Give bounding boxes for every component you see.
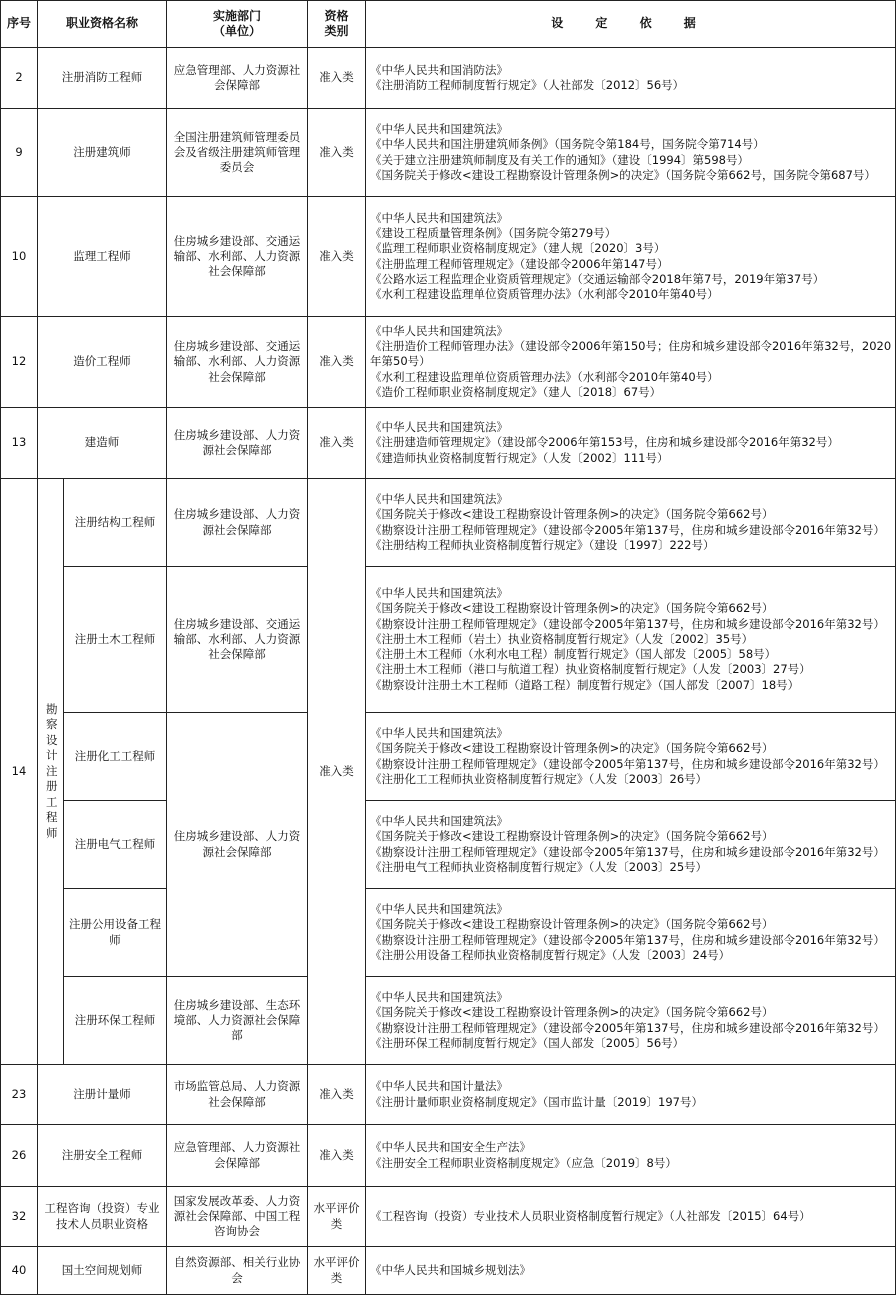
row-basis: 《中华人民共和国建筑法》 《建设工程质量管理条例》（国务院令第279号） 《监理工程师职业资格制度规定》（建人规〔2020〕3号） 《注册监理工程师管理规定》（建设部令2006年第147号） 《公路水运工程监理企业资质管理规定》（交通运输部令2018年第7号，2019年第37号） 《水利工程建设监理单位资质管理办法》（水利部令2010年第40号） [366, 197, 896, 317]
row-seq: 10 [1, 197, 38, 317]
row-type: 准入类 [308, 1065, 366, 1125]
row-basis: 《中华人民共和国计量法》 《注册计量师职业资格制度规定》（国市监计量〔2019〕197号） [366, 1065, 896, 1125]
table-row [1, 197, 896, 317]
row-basis: 《中华人民共和国建筑法》 《国务院关于修改<建设工程勘察设计管理条例>的决定》（国务院令第662号） 《勘察设计注册工程师管理规定》（建设部令2005年第137号，住房和城乡建设部令2016年第32号） 《注册化工工程师执业资格制度暂行规定》（人发〔2003〕26号） [366, 713, 896, 801]
row-name: 工程咨询（投资）专业技术人员职业资格 [38, 1187, 167, 1247]
row-name: 注册计量师 [38, 1065, 167, 1125]
row-name: 造价工程师 [38, 317, 167, 408]
row-basis: 《中华人民共和国建筑法》 《国务院关于修改<建设工程勘察设计管理条例>的决定》（国务院令第662号） 《勘察设计注册工程师管理规定》（建设部令2005年第137号，住房和城乡建设部令2016年第32号） 《注册结构工程师执业资格制度暂行规定》（建设〔1997〕222号） [366, 479, 896, 567]
row-name: 注册建筑师 [38, 109, 167, 197]
table-row [1, 109, 896, 197]
row-basis: 《中华人民共和国建筑法》 《国务院关于修改<建设工程勘察设计管理条例>的决定》（国务院令第662号） 《勘察设计注册工程师管理规定》（建设部令2005年第137号，住房和城乡建设部令2016年第32号） 《注册电气工程师执业资格制度暂行规定》（人发〔2003〕25号） [366, 801, 896, 889]
table-row [1, 1247, 896, 1295]
table-row [1, 317, 896, 408]
header-type: 资格 类别 [308, 1, 366, 48]
row-type: 水平评价类 [308, 1187, 366, 1247]
sub-name: 注册环保工程师 [64, 977, 167, 1065]
row-dept: 住房城乡建设部、交通运输部、水利部、人力资源社会保障部 [167, 317, 308, 408]
row-dept: 全国注册建筑师管理委员会及省级注册建筑师管理委员会 [167, 109, 308, 197]
sub-name: 注册结构工程师 [64, 479, 167, 567]
row-type: 准入类 [308, 109, 366, 197]
row-seq: 13 [1, 408, 38, 479]
row-dept: 市场监管总局、人力资源社会保障部 [167, 1065, 308, 1125]
sub-name: 注册化工工程师 [64, 713, 167, 801]
row-type: 水平评价类 [308, 1247, 366, 1295]
row-type: 准入类 [308, 48, 366, 109]
header-seq: 序号 [1, 1, 38, 48]
row-name: 注册安全工程师 [38, 1125, 167, 1187]
table-row [1, 1187, 896, 1247]
row-name: 监理工程师 [38, 197, 167, 317]
row-type: 准入类 [308, 479, 366, 1065]
header-name: 职业资格名称 [38, 1, 167, 48]
row-basis: 《中华人民共和国安全生产法》 《注册安全工程师职业资格制度规定》（应急〔2019〕8号） [366, 1125, 896, 1187]
table-row [1, 567, 896, 713]
group-name: 勘察设计注册工程师 [38, 479, 64, 1065]
row-type: 准入类 [308, 1125, 366, 1187]
row-basis: 《中华人民共和国消防法》 《注册消防工程师制度暂行规定》（人社部发〔2012〕56号） [366, 48, 896, 109]
row-type: 准入类 [308, 197, 366, 317]
row-name: 注册消防工程师 [38, 48, 167, 109]
row-dept: 住房城乡建设部、人力资源社会保障部 [167, 713, 308, 977]
row-seq: 26 [1, 1125, 38, 1187]
sub-name: 注册电气工程师 [64, 801, 167, 889]
row-basis: 《中华人民共和国建筑法》 《国务院关于修改<建设工程勘察设计管理条例>的决定》（国务院令第662号） 《勘察设计注册工程师管理规定》（建设部令2005年第137号，住房和城乡建设部令2016年第32号） 《注册环保工程师制度暂行规定》（国人部发〔2005〕56号） [366, 977, 896, 1065]
row-basis: 《工程咨询（投资）专业技术人员职业资格制度暂行规定》（人社部发〔2015〕64号） [366, 1187, 896, 1247]
row-basis: 《中华人民共和国建筑法》 《国务院关于修改<建设工程勘察设计管理条例>的决定》（国务院令第662号） 《勘察设计注册工程师管理规定》（建设部令2005年第137号，住房和城乡建设部令2016年第32号） 《注册土木工程师（岩土）执业资格制度暂行规定》（人发〔2002〕35号） 《注册土木工程师（水利水电工程）制度暂行规定》（国人部发〔2005〕58号） 《注册土木工程师（港口与航道工程）执业资格制度暂行规定》（人发〔2003〕27号） 《勘察设计注册土木工程师（道路工程）制度暂行规定》（国人部发〔2007〕18号） [366, 567, 896, 713]
row-dept: 住房城乡建设部、人力资源社会保障部 [167, 479, 308, 567]
table-row [1, 479, 896, 567]
row-type: 准入类 [308, 408, 366, 479]
table-row [1, 1065, 896, 1125]
row-seq: 14 [1, 479, 38, 1065]
row-basis: 《中华人民共和国城乡规划法》 [366, 1247, 896, 1295]
row-dept: 自然资源部、相关行业协会 [167, 1247, 308, 1295]
row-name: 建造师 [38, 408, 167, 479]
table-row [1, 48, 896, 109]
row-seq: 2 [1, 48, 38, 109]
row-seq: 12 [1, 317, 38, 408]
row-basis: 《中华人民共和国建筑法》 《注册建造师管理规定》（建设部令2006年第153号，住房和城乡建设部令2016年第32号） 《建造师执业资格制度暂行规定》（人发〔2002〕111号） [366, 408, 896, 479]
row-basis: 《中华人民共和国建筑法》 《中华人民共和国注册建筑师条例》（国务院令第184号，国务院令第714号） 《关于建立注册建筑师制度及有关工作的通知》（建设〔1994〕第598号） 《国务院关于修改<建设工程勘察设计管理条例>的决定》（国务院令第662号，国务院令第687号） [366, 109, 896, 197]
row-seq: 9 [1, 109, 38, 197]
header-row [1, 1, 896, 48]
table-row [1, 801, 896, 889]
row-type: 准入类 [308, 317, 366, 408]
row-dept: 住房城乡建设部、交通运输部、水利部、人力资源社会保障部 [167, 567, 308, 713]
row-dept: 应急管理部、人力资源社会保障部 [167, 1125, 308, 1187]
row-basis: 《中华人民共和国建筑法》 《注册造价工程师管理办法》（建设部令2006年第150号；住房和城乡建设部令2016年第32号，2020年第50号） 《水利工程建设监理单位资质管理办法》（水利部令2010年第40号） 《造价工程师职业资格制度规定》（建人〔2018〕67号） [366, 317, 896, 408]
table-row [1, 977, 896, 1065]
table-row [1, 713, 896, 801]
row-seq: 32 [1, 1187, 38, 1247]
row-dept: 住房城乡建设部、生态环境部、人力资源社会保障部 [167, 977, 308, 1065]
row-name: 国土空间规划师 [38, 1247, 167, 1295]
header-dept: 实施部门 （单位） [167, 1, 308, 48]
row-seq: 23 [1, 1065, 38, 1125]
row-dept: 住房城乡建设部、交通运输部、水利部、人力资源社会保障部 [167, 197, 308, 317]
row-dept: 国家发展改革委、人力资源社会保障部、中国工程咨询协会 [167, 1187, 308, 1247]
row-basis: 《中华人民共和国建筑法》 《国务院关于修改<建设工程勘察设计管理条例>的决定》（国务院令第662号） 《勘察设计注册工程师管理规定》（建设部令2005年第137号，住房和城乡建设部令2016年第32号） 《注册公用设备工程师执业资格制度暂行规定》（人发〔2003〕24号） [366, 889, 896, 977]
sub-name: 注册公用设备工程师 [64, 889, 167, 977]
row-seq: 40 [1, 1247, 38, 1295]
table-row [1, 1125, 896, 1187]
header-basis: 设 定 依 据 [366, 1, 896, 48]
row-dept: 应急管理部、人力资源社会保障部 [167, 48, 308, 109]
table-row [1, 889, 896, 977]
sub-name: 注册土木工程师 [64, 567, 167, 713]
row-dept: 住房城乡建设部、人力资源社会保障部 [167, 408, 308, 479]
table-row [1, 408, 896, 479]
